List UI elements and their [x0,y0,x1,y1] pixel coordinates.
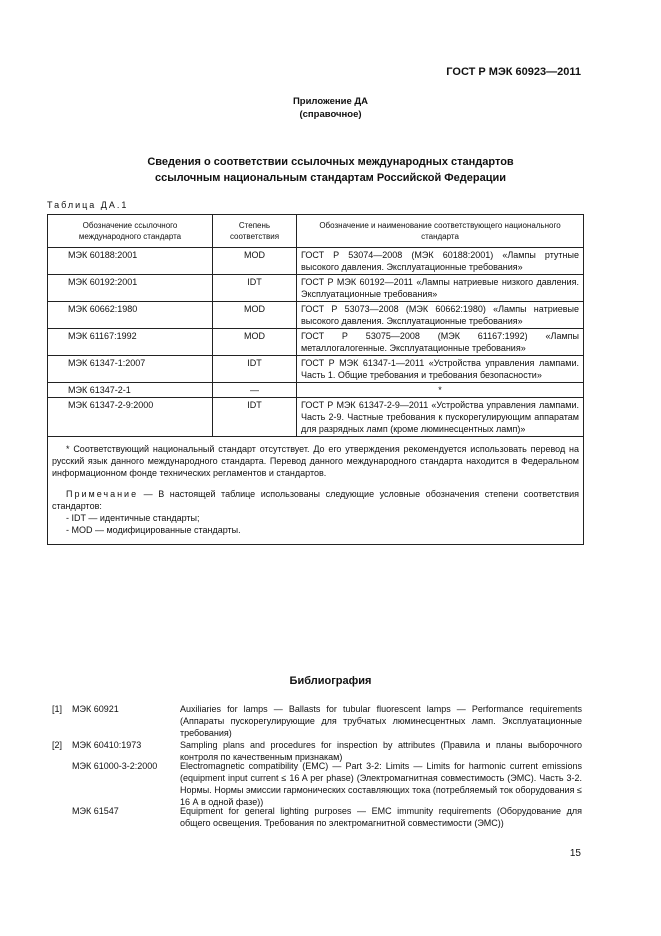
column-header: Обозначение и наименование соответствующего национального стандарта [297,215,584,248]
note-item: - MOD — модифицированные стандарты. [66,525,241,535]
table-row [48,248,584,275]
table-header-row [48,215,584,248]
national-cell: * [297,383,584,398]
table-row [48,398,584,437]
note-text: — В настоящей таблице использованы следующие условные обозначения степени соответствия стандартов: [52,489,579,511]
table-row [48,275,584,302]
degree-cell: MOD [213,329,297,356]
table-footnote: * Соответствующий национальный стандарт отсутствует. До его утверждения рекомендуется использовать перевод на русский язык данного международного стандарта. Перевод данного международного стандарта находится в Федеральном информационном фонде технических регламентов и стандартов. [52,444,579,478]
entry-reference: МЭК 61000-3-2:2000 [72,761,158,771]
national-cell: ГОСТ Р 53073—2008 (МЭК 60662:1980) «Лампы натриевые высокого давления. Эксплуатационные требования» [297,302,584,329]
ref-cell: МЭК 61347-2-1 [48,383,213,398]
ref-cell: МЭК 60662:1980 [48,302,213,329]
degree-cell: MOD [213,302,297,329]
appendix-subtitle: (справочное) [299,109,362,120]
appendix-title: Приложение ДА [292,96,369,107]
degree-cell: MOD [213,248,297,275]
table-row [48,356,584,383]
ref-cell: МЭК 60188:2001 [48,248,213,275]
national-cell: ГОСТ Р 53074—2008 (МЭК 60188:2001) «Лампы ртутные высокого давления. Эксплуатационные требования» [297,248,584,275]
entry-reference: МЭК 60410:1973 [72,740,142,750]
table-notes [48,437,584,545]
page-number: 15 [569,848,581,859]
ref-cell: МЭК 61167:1992 [48,329,213,356]
entry-number: [2] [52,740,63,750]
entry-number: [1] [52,704,63,714]
note-label: Примечание [66,489,139,499]
ref-cell: МЭК 61347-1:2007 [48,356,213,383]
entry-text: Sampling plans and procedures for inspection by attributes (Правила и планы выборочного контроля по качественным признакам) [180,740,582,762]
table-row [48,383,584,398]
table-row [48,302,584,329]
bibliography-title: Библиография [289,675,372,687]
entry-reference: МЭК 60921 [72,704,119,714]
document-header: ГОСТ Р МЭК 60923—2011 [446,66,581,78]
table-notes-row [48,437,584,545]
table-note [52,488,579,512]
degree-cell: IDT [213,275,297,302]
national-cell: ГОСТ Р МЭК 60192—2011 «Лампы натриевые низкого давления. Эксплуатационные требования» [297,275,584,302]
degree-cell: — [213,383,297,398]
correspondence-table [47,214,584,545]
entry-text: Auxiliaries for lamps — Ballasts for tubular fluorescent lamps — Performance requirements (Аппараты пускорегулирующие для трубчатых люминесцентных ламп. Эксплуатационные требования) [180,704,582,738]
table-row [48,329,584,356]
degree-cell: IDT [213,398,297,437]
column-header: Обозначение ссылочного международного стандарта [48,215,213,248]
entry-reference: МЭК 61547 [72,806,119,816]
national-cell: ГОСТ Р 53075—2008 (МЭК 61167:1992) «Лампы металлогалогенные. Эксплуатационные требования» [297,329,584,356]
entry-text: Equipment for general lighting purposes — EMC immunity requirements (Оборудование для общего освещения. Требования по электромагнитной совместимости (ЭМС)) [180,806,582,828]
column-header: Степень соответствия [213,215,297,248]
entry-text: Electromagnetic compatibility (EMC) — Part 3-2: Limits — Limits for harmonic current emissions (equipment input current ≤ 16 A per phase) (Электромагнитная совместимость (ЭМС). Часть 3-2. Нормы. Нормы эмиссии гармонических составляющих тока (потребляемый ток оборудования ≤ 16 А в одной фазе)) [180,761,582,807]
section-heading-line2: ссылочным национальным стандартам Российской Федерации [154,172,507,184]
section-heading-line1: Сведения о соответствии ссылочных международных стандартов [147,156,514,168]
national-cell: ГОСТ Р МЭК 61347-2-9—2011 «Устройства управления лампами. Часть 2-9. Частные требования к пускорегулирующим аппаратам для разрядных ламп (кроме люминесцентных ламп)» [297,398,584,437]
national-cell: ГОСТ Р МЭК 61347-1—2011 «Устройства управления лампами. Часть 1. Общие требования и требования безопасности» [297,356,584,383]
ref-cell: МЭК 61347-2-9:2000 [48,398,213,437]
table-caption: Таблица ДА.1 [47,200,129,210]
degree-cell: IDT [213,356,297,383]
note-item: - IDT — идентичные стандарты; [66,513,200,523]
ref-cell: МЭК 60192:2001 [48,275,213,302]
